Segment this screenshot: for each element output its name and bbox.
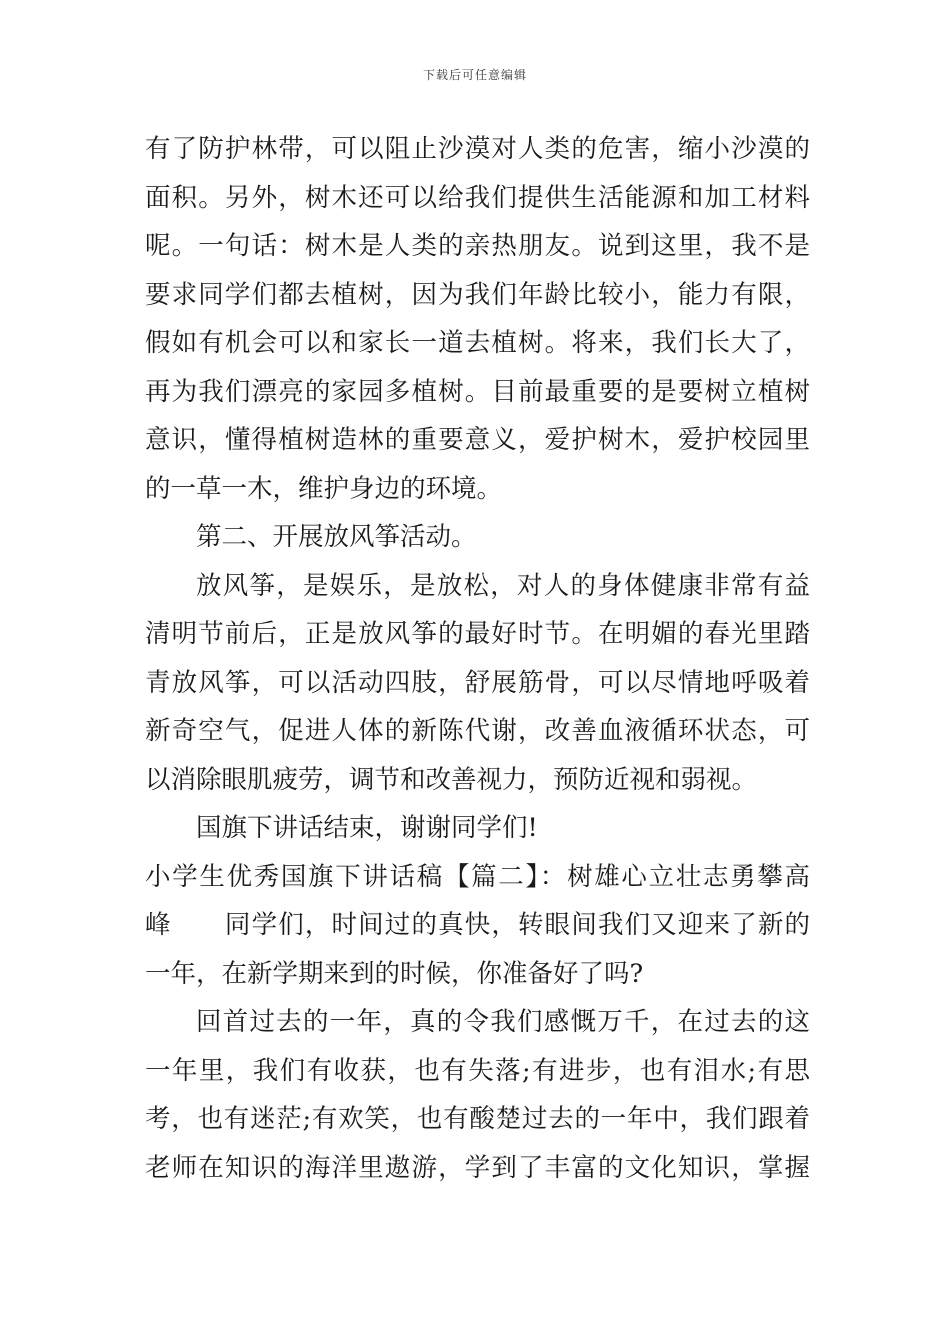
text-line: 小学生优秀国旗下讲话稿【篇二】：树雄心立壮志勇攀高	[145, 861, 810, 892]
text-line: 老师在知识的海洋里遨游，学到了丰富的文化知识，掌握	[145, 1152, 810, 1183]
text-line: 的一草一木，维护身边的环境。	[145, 473, 503, 504]
text-line: 要求同学们都去植树，因为我们年龄比较小，能力有限，	[145, 279, 810, 310]
text-line: 回首过去的一年，真的令我们感慨万千，在过去的这	[196, 1007, 810, 1037]
text-line: 再为我们漂亮的家园多植树。目前最重要的是要树立植树	[145, 376, 810, 407]
text-line: 峰 同学们，时间过的真快，转眼间我们又迎来了新的	[145, 910, 810, 940]
text-line: 意识，懂得植树造林的重要意义，爱护树木，爱护校园里	[145, 425, 810, 455]
text-line: 第二、开展放风筝活动。	[196, 522, 477, 552]
text-line: 面积。另外，树木还可以给我们提供生活能源和加工材料	[145, 182, 810, 213]
text-line: 考，也有迷茫;有欢笑，也有酸楚过去的一年中，我们跟着	[145, 1104, 810, 1134]
text-line: 一年，在新学期来到的时候，你准备好了吗?	[145, 958, 644, 989]
text-line: 一年里，我们有收获，也有失落;有进步，也有泪水;有思	[145, 1055, 810, 1086]
text-line: 国旗下讲话结束，谢谢同学们!	[196, 813, 538, 843]
text-line: 清明节前后，正是放风筝的最好时节。在明媚的春光里踏	[145, 619, 810, 649]
text-line: 以消除眼肌疲劳，调节和改善视力，预防近视和弱视。	[145, 764, 758, 795]
text-line: 呢。一句话：树木是人类的亲热朋友。说到这里，我不是	[145, 231, 810, 261]
text-line: 新奇空气，促进人体的新陈代谢，改善血液循环状态，可	[145, 716, 810, 746]
text-line: 青放风筝，可以活动四肢，舒展筋骨，可以尽情地呼吸着	[145, 667, 810, 698]
page-header: 下载后可任意编辑	[422, 68, 527, 82]
text-line: 假如有机会可以和家长一道去植树。将来，我们长大了，	[145, 328, 810, 358]
text-line: 放风筝，是娱乐，是放松，对人的身体健康非常有益	[196, 570, 810, 601]
document-body	[145, 125, 810, 1192]
text-line: 有了防护林带，可以阻止沙漠对人类的危害，缩小沙漠的	[145, 134, 810, 164]
